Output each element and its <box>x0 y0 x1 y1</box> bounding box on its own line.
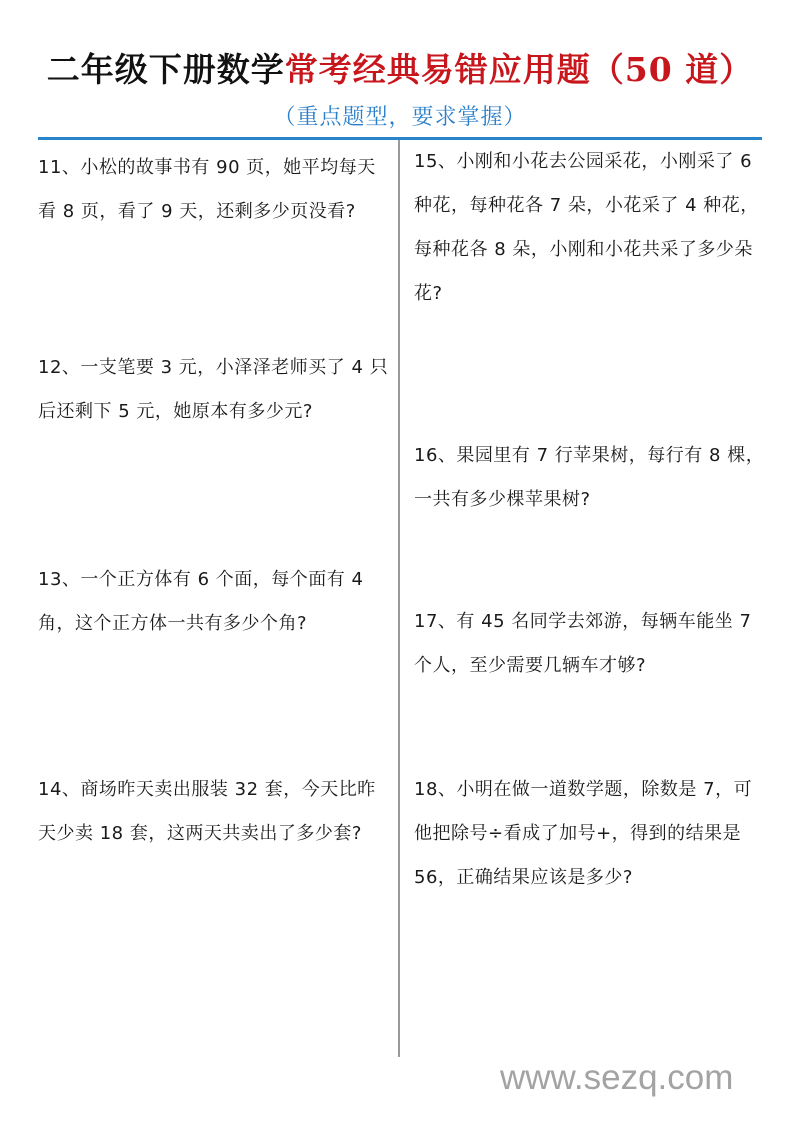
question-18: 18、小明在做一道数学题，除数是 7，可他把除号÷看成了加号+，得到的结果是 56，正确结果应该是多少? <box>414 779 753 888</box>
question-11: 11、小松的故事书有 90 页，她平均每天看 8 页，看了 9 天，还剩多少页没看? <box>38 157 376 222</box>
question-13: 13、一个正方体有 6 个面，每个面有 4 角，这个正方体一共有多少个角? <box>38 569 364 634</box>
question-16: 16、果园里有 7 行苹果树，每行有 8 棵，一共有多少棵苹果树? <box>414 445 765 510</box>
question-17: 17、有 45 名同学去郊游，每辆车能坐 7 个人，至少需要几辆车才够? <box>414 611 752 676</box>
question-12: 12、一支笔要 3 元，小泽泽老师买了 4 只后还剩下 5 元，她原本有多少元? <box>38 357 389 422</box>
title-topic: 常考经典易错应用题（50 道） <box>284 50 754 89</box>
watermark: www.sezq.com <box>500 1058 734 1097</box>
column-divider <box>398 140 400 1057</box>
page-subtitle: （重点题型，要求掌握） <box>273 105 527 130</box>
title-grade: 二年级下册数学 <box>46 50 285 89</box>
question-14: 14、商场昨天卖出服装 32 套，今天比昨天少卖 18 套，这两天共卖出了多少套? <box>38 779 376 844</box>
question-15: 15、小刚和小花去公园采花，小刚采了 6 种花，每种花各 7 朵，小花采了 4 种花，每种花各 8 朵，小刚和小花共采了多少朵花? <box>414 151 759 304</box>
page-title <box>0 44 800 91</box>
